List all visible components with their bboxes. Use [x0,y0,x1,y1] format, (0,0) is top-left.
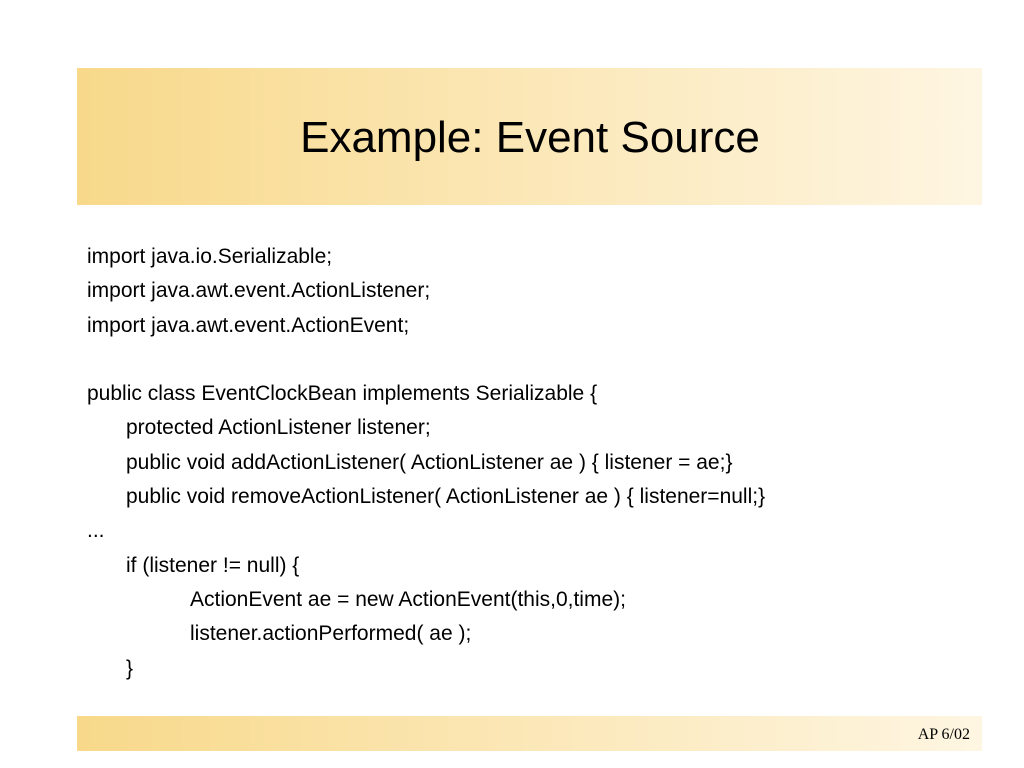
code-line: ActionEvent ae = new ActionEvent(this,0,time); [190,587,626,611]
code-line: import java.io.Serializable; [87,245,333,268]
code-line: public void addActionListener( ActionListener ae ) { listener = ae;} [126,450,733,474]
footer-label: AP 6/02 [917,726,970,743]
code-line: protected ActionListener listener; [126,416,431,440]
code-line: } [126,656,134,680]
slide-title: Example: Event Source [300,113,760,162]
code-line: import java.awt.event.ActionListener; [87,279,431,303]
code-line: listener.actionPerformed( ae ); [190,622,472,646]
code-line: import java.awt.event.ActionEvent; [87,313,410,337]
code-block [87,240,987,686]
code-line: if (listener != null) { [126,553,300,577]
code-line-blank [87,343,987,377]
footer-banner [77,716,982,751]
code-line: public void removeActionListener( ActionListener ae ) { listener=null;} [126,485,766,509]
code-line: public class EventClockBean implements Serializable { [87,382,598,406]
code-line: ... [87,519,105,543]
